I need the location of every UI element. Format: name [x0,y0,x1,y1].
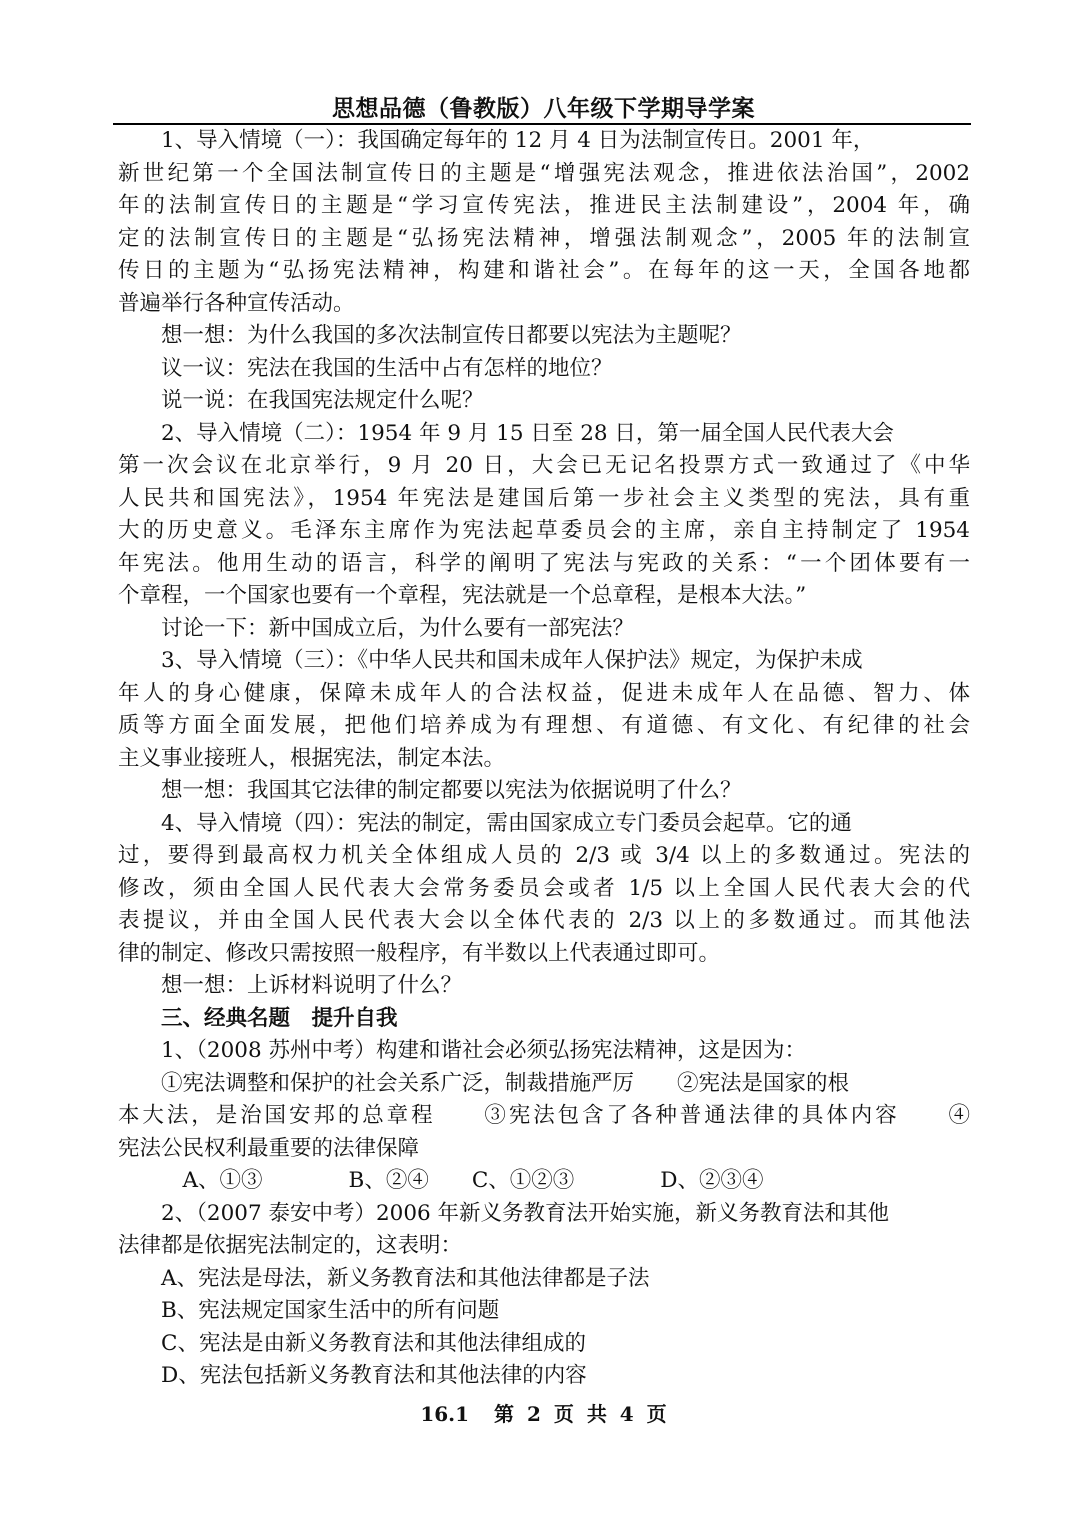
text-line: 3、导入情境（三）：《中华人民共和国未成年人保护法》规定，为保护未成 [118,648,863,673]
page-footer [0,1398,1087,1427]
text-line: 人民共和国宪法》，1954 年宪法是建国后第一步社会主义类型的宪法，具有重 [118,486,970,511]
answer-option-b: B、宪法规定国家生活中的所有问题 [118,1298,500,1323]
text-line: 法律都是依据宪法制定的，这表明： [118,1233,463,1258]
text-line: 年人的身心健康，保障未成年人的合法权益，促进未成年人在品德、智力、体 [118,681,970,706]
answer-options: A、①③ B、②④ C、①②③ D、②③④ [118,1168,764,1193]
answer-option-c: C、宪法是由新义务教育法和其他法律组成的 [118,1331,586,1356]
text-line: 1、导入情境（一）：我国确定每年的 12 月 4 日为法制宣传日。2001 年， [118,128,875,153]
text-line: 4、导入情境（四）：宪法的制定，需由国家成立专门委员会起草。它的通 [118,811,852,836]
text-line: 定的法制宣传日的主题是“弘扬宪法精神，增强法制观念”，2005 年的法制宣 [118,226,970,251]
text-line: 说一说：在我国宪法规定什么呢？ [118,388,484,413]
text-line: 2、（2007 泰安中考）2006 年新义务教育法开始实施，新义务教育法和其他 [118,1201,890,1226]
text-line: 个章程，一个国家也要有一个章程，宪法就是一个总章程，是根本大法。” [118,583,807,608]
page-header-title: 思想品德（鲁教版）八年级下学期导学案 [332,95,755,122]
text-line: 议一议：宪法在我国的生活中占有怎样的地位？ [118,356,613,381]
text-line: 过，要得到最高权力机关全体组成人员的 2/3 或 3/4 以上的多数通过。宪法的 [118,843,970,868]
text-line: 修改，须由全国人民代表大会常务委员会或者 1/5 以上全国人民代表大会的代 [118,876,970,901]
text-line: 想一想：上诉材料说明了什么？ [118,973,463,998]
text-line: 宪法公民权利最重要的法律保障 [118,1136,420,1161]
text-line: 2、导入情境（二）：1954 年 9 月 15 日至 28 日，第一届全国人民代表大会 [118,421,894,446]
text-line: 讨论一下：新中国成立后，为什么要有一部宪法？ [118,616,635,641]
text-line: 想一想：我国其它法律的制定都要以宪法为依据说明了什么？ [118,778,742,803]
footer-section-number: 16.1 [420,1402,470,1426]
text-line: 1、（2008 苏州中考）构建和谐社会必须弘扬宪法精神，这是因为： [118,1038,806,1063]
text-line: 主义事业接班人，根据宪法，制定本法。 [118,746,506,771]
footer-page-label: 第 2 页 共 4 页 [494,1402,667,1426]
answer-option-a: A、宪法是母法，新义务教育法和其他法律都是子法 [118,1266,650,1291]
text-line: 年宪法。他用生动的语言，科学的阐明了宪法与宪政的关系：“一个团体要有一 [118,551,970,576]
section-heading: 三、经典名题 提升自我 [118,1006,398,1031]
text-line: 普遍举行各种宣传活动。 [118,291,355,316]
text-line: 新世纪第一个全国法制宣传日的主题是“增强宪法观念，推进依法治国”，2002 [118,161,970,186]
text-line: 想一想：为什么我国的多次法制宣传日都要以宪法为主题呢？ [118,323,742,348]
text-line: 质等方面全面发展，把他们培养成为有理想、有道德、有文化、有纪律的社会 [118,713,970,738]
text-line: 大的历史意义。毛泽东主席作为宪法起草委员会的主席，亲自主持制定了 1954 [118,518,970,543]
text-line: 律的制定、修改只需按照一般程序，有半数以上代表通过即可。 [118,941,721,966]
text-line: 表提议，并由全国人民代表大会以全体代表的 2/3 以上的多数通过。而其他法 [118,908,970,933]
text-line: 传日的主题为“弘扬宪法精神，构建和谐社会”。在每年的这一天，全国各地都 [118,258,970,283]
text-line: 第一次会议在北京举行，9 月 20 日，大会已无记名投票方式一致通过了《中华 [118,453,970,478]
text-line: ①宪法调整和保护的社会关系广泛，制裁措施严厉 ②宪法是国家的根 [118,1071,850,1096]
text-line: 年的法制宣传日的主题是“学习宣传宪法，推进民主法制建设”，2004 年，确 [118,193,970,218]
answer-option-d: D、宪法包括新义务教育法和其他法律的内容 [118,1363,587,1388]
text-line: 本大法，是治国安邦的总章程 ③宪法包含了各种普通法律的具体内容 ④ [118,1103,970,1128]
